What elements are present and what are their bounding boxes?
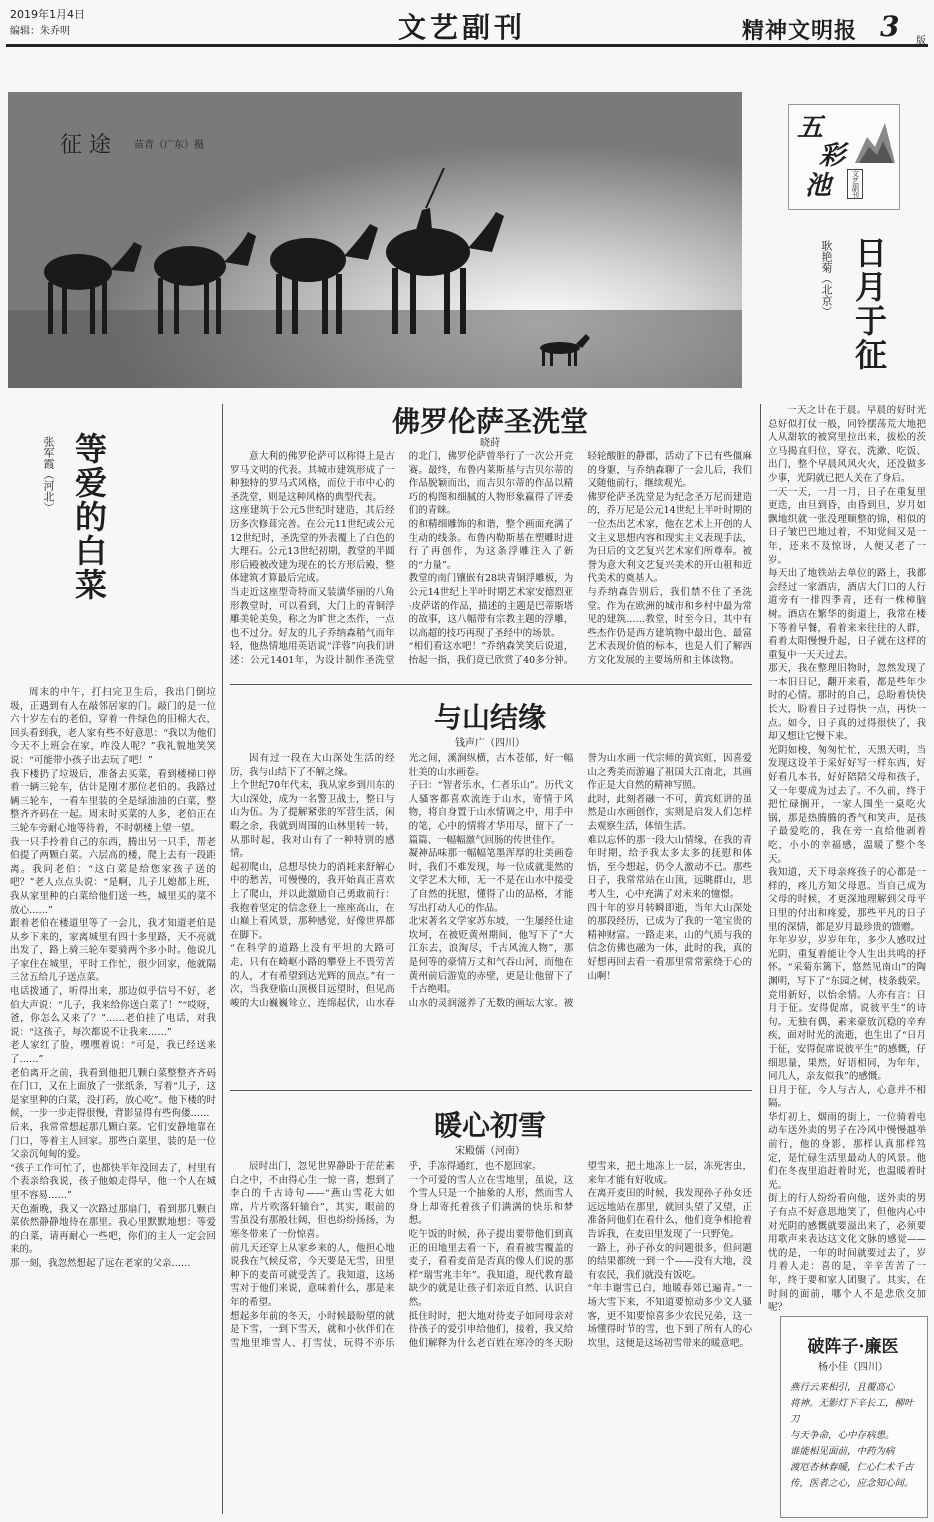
wucaichi-column-logo	[788, 104, 900, 210]
poem-line: 渡厄杏林春暖，仁心仁术千古	[790, 1462, 914, 1473]
poem-author: 杨小佳（四川）	[818, 1362, 888, 1373]
masthead-divider	[6, 44, 928, 47]
camel-caravan-photo	[8, 92, 742, 388]
poem-line: 与天争命，心中存病患。	[790, 1430, 895, 1441]
byline-dengai: 张军霞（河北）	[42, 436, 55, 513]
body-text-florence: 意大利的佛罗伦萨可以称得上是古罗马文明的代表。其城市建筑形成了一种独特的罗马式风格，而位于市中心的圣洗堂，则是这种风格的典型代表。 这座建筑于公元5世纪时建造，其后经历多次修葺完善。在公元11世纪或公元12世纪时，圣洗堂的外表覆上了白色的大理石。公元13世纪初期，教堂的半圆形后殿被改建为现在的长方形后殿，整体建筑才算最后完成。 当走近这座型奇特而又装潢华丽的八角形教堂时，可以看到，大门上的青铜浮雕美轮美奂，称之为旷世之杰作，一点也不过分。好友的儿子乔纳森稍气而年轻，他热情地用英语说“洋蓉”向我们讲述：公元1401年，为设计制作圣洗堂的北门，佛罗伦萨曾举行了一次公开竞赛。最终，布鲁内莱斯基与吉贝尔蒂的作品脱颖而出，而吉贝尔蒂的作品以精巧的构图和细腻的人物形象赢得了评委们的青睐。 的和精细雕饰的和谐，整个画面充满了生动的线条。布鲁内勒斯基在塑雕时进行了再创作，为这条浮雕注入了新的“力量”。 教堂的南门镶嵌有28块青铜浮雕板，为公元14世纪上半叶时期艺术家安德烈亚·皮萨诺的作品，描述的主题是巴蒂斯塔的故事，这八幅带有宗教主题的浮雕，以高超的技巧再现了圣经中的场景。 “相们看这水吧！”乔纳森笑笑后说道，抬起一指，我们竟已欣赏了40多分钟。轻轮酸脏的静郡，活动了下已有些僵麻的身躯，与乔纳森聊了一会儿后，我们又随他前行，继续观光。 佛罗伦萨圣洗堂是为纪念圣万尼而建造的，乔万尼是公元14世纪上半叶时期的一位杰出艺术家，他在艺术上开创的人文主义思想内容和现实主义表现手法，为日后的文艺复兴艺术家们所尊奉。被誉为意大利文艺复兴美术的开山祖和近代美术的奠基人。 与乔纳森告别后，我们禁不住了圣洗堂。作为在欧洲的城市和乡村中最为常见的建筑……教堂，时至今日，其中有些杰作仍是西方建筑物中最出色、最富艺术表现价值的标本，也是人们了解西方文化发展的主要场所和主体读物。	[230, 451, 752, 666]
poem-line: 将神。无影灯下辛长工，柳叶刀	[790, 1398, 914, 1425]
section-divider-1	[230, 684, 752, 685]
article-body-riyue	[768, 404, 926, 1314]
article-title-florence: 佛罗伦萨圣洗堂	[391, 405, 588, 438]
article-title-dengai: 等爱的白菜	[70, 432, 108, 602]
page-suffix: 版	[916, 36, 926, 47]
byline-xue: 宋殿儒（河南）	[455, 1146, 525, 1157]
body-text-riyue: 一天之计在于晨。早晨的好时光总好似打仗一般，同铃摆荡荒大地把人从甜软的被窝里拉出来，拔松的茨立马揭直归位，穿衣、洗漱、吃饭、出门，整个早晨风风火火，还没做多少事，光阴就已把人关在了身后。 一天一天，一月一月，日子在重复里更迭，由旦到昏，由昏到旦，岁月如飘地织就一张没理顺整的锦，相似的日子皱巴巴地过着，不知觉间又是一年，还来不及惊讶，人便又老了一岁。 每天出了地铁站去单位的路上，我都会经过一家酒店，酒店大门口的人行道旁有一排四季青，还有一株樟脑树。酒店在繁华的街道上，我常在楼下等着早餐，看着来来往往的人群，看着太阳慢慢升起，日子就在这样的重复中一天天过去。 那天，我在整理旧物时，忽然发现了一本旧日记，翻开来看，都是些年少时的心情。那时的自己，总盼着快快长大，盼着日子过得快一点，再快一点。如今，日子真的过得很快了，我却又想让它慢下来。 光阴如梭，匆匆忙忙，天黑天明，当发现这设羊于采好好写一样东西，好好看几本书，好好陪陪父母和孩子，又一年要成为过去了。不久前，终于把忙碌搁开，一家人围坐一桌吃火锅，那是热腾腾的香气和笑声，是孩子最爱吃的，我在旁一直给他剥着吃，小小的幸福感，温暖了整个冬天。 我知道，天下母亲疼孩子的心都是一样的，疼儿方知父母恩。当自己成为父母的时候，才更深地理解到父母平日里的付出和疼爱，那些平凡的日子里的深情，都是岁月最珍贵的馈赠。 年年岁岁，岁岁年年，多少人感叹过光阴，重复着能让令人生出共鸣的抒怀。“采菊东篱下，悠然见南山”的陶渊明，写下了“东园之树，枝条载荣。竞用新好，以怡余情。人亦有言：日月于征。安得促席，说彼平生”的诗句。无独有偶，素来豪放沉稳的辛弃疾，面对时光的流逝，也生出了“日月于征，安得促席说彼平生”的感慨，仔细思量，果然，好语相同，为年年，同几人，亲友似我”的感慨。 日月于征，今人与古人，心意并不相隔。 华灯初上，烟雨的街上，一位骑着电动车送外卖的男子在冷风中慢慢越举前行，他的身影，那样认真那样笃定，是忙碌生活里最动人的风景。他们在冬夜里追赶着时光，也温暖着时光。 街上的行人纷纷看向他，送外卖的男子有点不好意思地笑了，但他内心中对光阴的感慨就要溢出来了，必须要用歌声来表达这文化文脉的感觉——忧的是，一年的时间就要过去了，岁月着人走：喜的是，辛辛苦苦了一年，终于要和家人团聚了。其实，在时间的面前，哪个人不是悲欣交加呢？	[768, 405, 926, 1314]
desert-scene-illustration	[8, 92, 742, 388]
article-body-yushan	[230, 752, 752, 1082]
column-divider-left	[222, 404, 223, 1514]
logo-char-3: 池	[805, 171, 832, 201]
photo-title: 征 途	[60, 133, 111, 158]
page-number: 3	[880, 10, 900, 43]
logo-seal-text: 文艺副刊	[851, 170, 860, 198]
body-text-dengai: 周末的中午，打扫完卫生后，我出门倒垃圾，正遇到有人在敲邻居家的门。敲门的是一位六十岁左右的老伯，穿着一件绿色的旧棉大衣，回头看到我，老人家有些不好意思：“我以为他们今天不上班会在家，咋没人呢？”我礼貌地笑笑说：“可能带小孩子出去玩了吧！” 我下楼扔了垃圾后，准备去买菜，看到楼梯口停着一辆三轮车，估计是刚才那位老伯的。我路过辆三轮车，一看车里装的全是绿油油的白菜，整整齐齐码在一起。周末时买菜的人多，老伯正在三轮车旁耐心地等待着，不时朝楼上望一望。 我一只手拎着自己的东西，腾出另一只手，帮老伯提了两颗白菜。六层高的楼，爬上去有一段距离。我问老伯：“这白菜是给您家孩子送的吧？”老人点点头说：“是啊，儿子儿媳都上班，我从家里种的白菜给他们送一些，城里买的菜不放心……” 跟着老伯在楼道里等了一会儿，我才知道老伯是从乡下来的，家离城里有四十多里路，天不亮就出发了，路上骑三轮车要骑两个多小时。他说儿子家住在城里，平时工作忙，很少回家，他就隔三岔五给儿子送点菜。 电话拨通了，听得出来，那边似乎信号不好，老伯大声说：“儿子，我来给你送白菜了！”“哎呀，爸，你怎么又来了？”……老伯挂了电话，对我说：“这孩子，每次都说不让我来……” 老人家红了脸，嘿嘿着说：“可是，我已经送来了……” 老伯离开之前，我看到他把几颗白菜整整齐齐码在门口，又在上面放了一张纸条，写着“儿子，这是家里种的白菜，没打药，放心吃”。他下楼的时候，一步一步走得很慢，背影显得有些佝偻…… 后来，我常常想起那几颗白菜。它们安静地靠在门口，等着主人回家。那些白菜里，装的是一位父亲沉甸甸的爱。 “孩子工作可忙了，也都快半年没回去了，村里有个表亲给我说，孩子他娘走得早，他一个人在城里不容易……” 天色渐晚，我又一次路过那扇门，看到那几颗白菜依然静静地待在那里。我心里默默地想：等爱的白菜，请再耐心一些吧，你们的主人一定会回来的。 那一刻，我忽然想起了远在老家的父亲……	[10, 687, 216, 1269]
photo-credit: 苗青（广东）摄	[134, 140, 204, 151]
section-title: 文艺副刊	[398, 11, 527, 44]
logo-char-1: 五	[797, 113, 824, 143]
article-body-dengai	[10, 686, 216, 1514]
editor-credit: 编辑：朱乔明	[10, 26, 70, 37]
article-body-florence	[230, 450, 752, 674]
issue-date: 2019年1月4日	[10, 8, 85, 21]
logo-char-2: 彩	[819, 141, 846, 171]
byline-florence: 晓莳	[480, 438, 500, 449]
column-divider-right	[760, 404, 761, 1304]
article-body-xue	[230, 1160, 752, 1514]
poem-line: 谁能相见面前，中药为病	[790, 1446, 895, 1457]
poem-title: 破阵子·廉医	[807, 1337, 899, 1357]
logo-seal	[847, 169, 863, 199]
byline-yushan: 钱声广（四川）	[455, 738, 525, 749]
article-title-yushan: 与山结缘	[433, 701, 546, 734]
ink-landscape-icon	[855, 113, 895, 165]
section-divider-2	[230, 1090, 752, 1091]
poem-body	[790, 1380, 920, 1492]
poem-line: 燕行云来相引，且覆高心	[790, 1382, 895, 1393]
body-text-xue: 辰时出门，忽见世界静卧于茫茫素白之中，不由得心生一惊一喜，想到了李白的千古诗句——“燕山雪花大如席，片片吹落轩辕台”，其实，眼前的雪虽没有那般壮阔，但也纷纷扬扬，为寒冬带来了一份惊喜。 前几天还穿上从家乡来的人，他担心地说我在气候反常，今天要是无雪，田里种下的麦苗可就受苦了。我知道，这场雪对于他们来说，意味着什么，那是来年的希望。 想起多年前的冬天，小时候最盼望的就是下雪，一到下雪天，就和小伙伴们在雪地里堆雪人、打雪仗，玩得不亦乐乎，手冻得通红，也不愿回家。 一个可爱的雪人立在雪地里，虽说，这个雪人只是一个抽象的人形，然而雪人身上却寄托着孩子们满满的快乐和梦想。 吃午饭的时候，孙子提出要带他们到真正的田地里去看一下，看看被雪覆盖的麦子，看看麦苗是否真的像人们说的那样“瑞雪兆丰年”。我知道，现代教育最缺少的就是让孩子们亲近自然、认识自然。 抵住时时，把大地对待麦子如同母亲对待孩子的爱引申给他们，接着，我又给他们解释为什么老百姓在寒冷的冬天盼望雪来，把土地冻上一层，冻死害虫，来年才能有好收成。 在离开麦田的时候，我发现孙子孙女还远远地站在那里，就回头望了又望，正准备问他们在看什么，他们竟争相抢着告诉我，在麦田里发现了一只野兔。 一路上，孙子孙女的问题很多，但问题的结果都统一到一个——没有大地，没有农民，我们就没有饭吃。 “年丰谢雪已白，地暖春郊已遍青。”一场大雪下来，不知道要惊动多少文人骚客，更不知要惊喜多少农民兄弟，这一场懂得时节的雪，也下到了所有人的心坎里，这便是这场初雪带来的暖意吧。	[230, 1161, 752, 1349]
byline-riyue: 耿艳菊（北京）	[820, 240, 833, 317]
article-title-riyue: 日月于征	[850, 236, 888, 372]
poem-line: 传，医者之心，应念知心间。	[790, 1478, 914, 1489]
article-title-xue: 暖心初雪	[433, 1109, 546, 1142]
newspaper-name: 精神文明报	[742, 18, 858, 44]
body-text-yushan: 因有过一段在大山深处生活的经历，我与山结下了不解之缘。 上个世纪70年代末，我从家乡到川东的大山深处，成为一名警卫战士，整日与山为伍。为了提解紧张的军营生活，闲暇之余，我就到周围的山林里转一转，从那时起，我对山有了一种特别的感情。 起初爬山，总想尽快力的消耗来舒解心中的愁苦，可慢慢的，我开始真正喜欢上了爬山，并以此激励自己勇敢前行：我抱着坚定的信念登上一座座高山，在山巅上看风景，那种感觉，好像世界都在脚下。 “在科学的道路上没有平坦的大路可走，只有在崎岖小路的攀登上不畏劳苦的人，才有希望到达光辉的顶点。”有一次，当我登临山顶极目远望时，但见高峻的大山巍巍耸立，连绵起伏，山水春光之间，溪涧纵横，古木苍郁，好一幅壮美的山水画卷。 子曰：“智者乐水，仁者乐山”。历代文人骚客都喜欢流连于山水，寄情于风物，将自身置于山水情调之中，用手中的笔，心中的情将才华用尽，留下了一篇篇、一幅幅激气回肠的传世佳作。 凝神品味那一幅幅笔墨浑厚的壮美画卷时，我们不难发现，每一位成就斐然的文学艺术大师，无一不是在山水中接受了自然的抚慰，懂得了山的品格，才能写出打动人心的作品。 北宋著名文学家苏东坡，一生屡经仕途坎坷，在被贬黄州期间，他写下了“大江东去，浪淘尽，千古风流人物”，那是何等的豪情万丈和气吞山河，而他在黄州前后游览的赤壁，更是让他留下了千古绝唱。 山水的灵润滋养了无数的画坛大家。被誉为山水画一代宗师的黄宾虹，因喜爱山之秀美而游遍了祖国大江南北，其画作正是大自然的精神写照。 此时，此刻者融一不可，黄宾虹讲的虽然是山水画创作，实则是启发人们怎样去观察生活，体悟生活。 难以忘怀的那一段大山情缘，在我的青年时期，给予我太多太多的抚慰和体悟，至今想起，仍令人激动不已。那些日子，我常常站在山顶，远眺群山，思考人生，心中充满了对未来的憧憬。 四十年的岁月转瞬即逝，当年大山深处的那段经历，已成为了我的一笔宝贵的精神财富。一路走来，山的气质与我的信念仿佛也融为一体，此时的我，真的好想再回去看一看那里常常萦绕于心的山啊！	[230, 753, 752, 1009]
